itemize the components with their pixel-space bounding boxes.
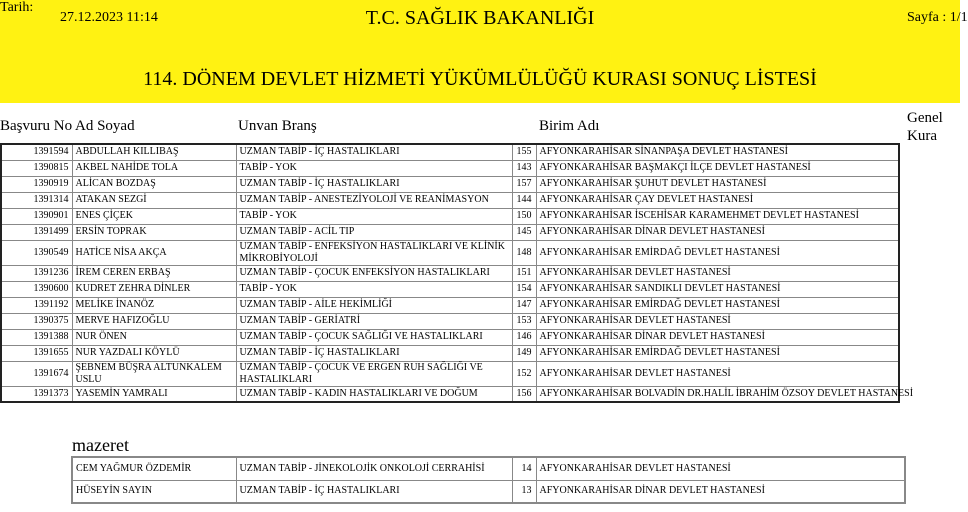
ad-soyad-cell: ALİCAN BOZDAŞ <box>72 176 236 192</box>
unvan-brans-cell: UZMAN TABİP - AİLE HEKİMLİĞİ <box>236 297 512 313</box>
sira-cell: 144 <box>512 192 536 208</box>
basvuru-no-cell: 1391594 <box>1 144 72 160</box>
basvuru-no-cell: 1391236 <box>1 265 72 281</box>
birim-adi-cell: AFYONKARAHİSAR DİNAR DEVLET HASTANESİ <box>536 329 899 345</box>
sira-cell: 154 <box>512 281 536 297</box>
birim-adi-cell: AFYONKARAHİSAR ŞUHUT DEVLET HASTANESİ <box>536 176 899 192</box>
ad-soyad-cell: ENES ÇİÇEK <box>72 208 236 224</box>
table-row <box>1 281 899 297</box>
ad-soyad-cell: İREM CEREN ERBAŞ <box>72 265 236 281</box>
table-row <box>1 313 899 329</box>
sira-cell: 156 <box>512 386 536 402</box>
sira-cell: 14 <box>512 457 536 480</box>
table-row <box>1 224 899 240</box>
basvuru-no-cell: 1390549 <box>1 240 72 265</box>
unvan-brans-cell: UZMAN TABİP - ENFEKSİYON HASTALIKLARI VE KLİNİK MİKROBİYOLOJİ <box>236 240 512 265</box>
column-header-birim-adi: Birim Adı <box>539 118 600 134</box>
sira-cell: 143 <box>512 160 536 176</box>
birim-adi-cell: AFYONKARAHİSAR BOLVADİN DR.HALİL İBRAHİM ÖZSOY DEVLET HASTANESİ <box>536 386 899 402</box>
birim-adi-cell: AFYONKARAHİSAR EMİRDAĞ DEVLET HASTANESİ <box>536 240 899 265</box>
ad-soyad-cell: ABDULLAH KILLIBAŞ <box>72 144 236 160</box>
birim-adi-cell: AFYONKARAHİSAR DİNAR DEVLET HASTANESİ <box>536 480 905 503</box>
page-info: Sayfa : 1/1 <box>907 10 968 25</box>
ad-soyad-cell: AKBEL NAHİDE TOLA <box>72 160 236 176</box>
unvan-brans-cell: UZMAN TABİP - ACİL TIP <box>236 224 512 240</box>
birim-adi-cell: AFYONKARAHİSAR DEVLET HASTANESİ <box>536 361 899 386</box>
birim-adi-cell: AFYONKARAHİSAR DİNAR DEVLET HASTANESİ <box>536 224 899 240</box>
birim-adi-cell: AFYONKARAHİSAR BAŞMAKÇI İLÇE DEVLET HASTANESİ <box>536 160 899 176</box>
sira-cell: 153 <box>512 313 536 329</box>
birim-adi-cell: AFYONKARAHİSAR ÇAY DEVLET HASTANESİ <box>536 192 899 208</box>
ad-soyad-cell: ŞEBNEM BÜŞRA ALTUNKALEM USLU <box>72 361 236 386</box>
unvan-brans-cell: TABİP - YOK <box>236 208 512 224</box>
birim-adi-cell: AFYONKARAHİSAR DEVLET HASTANESİ <box>536 313 899 329</box>
birim-adi-cell: AFYONKARAHİSAR DEVLET HASTANESİ <box>536 457 905 480</box>
sira-cell: 157 <box>512 176 536 192</box>
table-row <box>1 361 899 386</box>
table-row <box>72 457 905 480</box>
ad-soyad-cell: MELİKE İNANÖZ <box>72 297 236 313</box>
basvuru-no-cell: 1391373 <box>1 386 72 402</box>
ad-soyad-cell: HATİCE NİSA AKÇA <box>72 240 236 265</box>
sira-cell: 145 <box>512 224 536 240</box>
mazeret-table <box>71 456 906 504</box>
ministry-title: T.C. SAĞLIK BAKANLIĞI <box>365 7 595 29</box>
basvuru-no-cell: 1391674 <box>1 361 72 386</box>
sira-cell: 13 <box>512 480 536 503</box>
sira-cell: 152 <box>512 361 536 386</box>
date-label: Tarih: <box>0 0 34 15</box>
table-row <box>72 480 905 503</box>
sira-cell: 151 <box>512 265 536 281</box>
column-header-ad-soyad: Ad Soyad <box>75 118 135 134</box>
table-row <box>1 240 899 265</box>
table-row <box>1 160 899 176</box>
basvuru-no-cell: 1391655 <box>1 345 72 361</box>
unvan-brans-cell: UZMAN TABİP - GERİATRİ <box>236 313 512 329</box>
basvuru-no-cell: 1390375 <box>1 313 72 329</box>
ad-soyad-cell: YASEMİN YAMRALI <box>72 386 236 402</box>
basvuru-no-cell: 1391388 <box>1 329 72 345</box>
results-table-body <box>1 144 914 402</box>
sira-cell: 150 <box>512 208 536 224</box>
unvan-brans-cell: UZMAN TABİP - KADIN HASTALIKLARI VE DOĞUM <box>236 386 512 402</box>
column-header-genel-kura <box>907 109 943 145</box>
birim-adi-cell: AFYONKARAHİSAR EMİRDAĞ DEVLET HASTANESİ <box>536 297 899 313</box>
unvan-brans-cell: TABİP - YOK <box>236 281 512 297</box>
mazeret-table-body <box>72 457 905 503</box>
basvuru-no-cell: 1390919 <box>1 176 72 192</box>
basvuru-no-cell: 1391314 <box>1 192 72 208</box>
table-row <box>1 386 899 402</box>
column-header-unvan-brans: Unvan Branş <box>238 118 317 134</box>
ad-soyad-cell: CEM YAĞMUR ÖZDEMİR <box>72 457 236 480</box>
results-table <box>0 143 914 403</box>
table-row <box>1 329 899 345</box>
basvuru-no-cell: 1390600 <box>1 281 72 297</box>
birim-adi-cell: AFYONKARAHİSAR SANDIKLI DEVLET HASTANESİ <box>536 281 899 297</box>
unvan-brans-cell: UZMAN TABİP - ANESTEZİYOLOJİ VE REANİMASYON <box>236 192 512 208</box>
ad-soyad-cell: KUDRET ZEHRA DİNLER <box>72 281 236 297</box>
genel-kura-line-1: Genel <box>907 110 943 126</box>
unvan-brans-cell: TABİP - YOK <box>236 160 512 176</box>
sira-cell: 147 <box>512 297 536 313</box>
unvan-brans-cell: UZMAN TABİP - JİNEKOLOJİK ONKOLOJİ CERRAHİSİ <box>236 457 512 480</box>
sira-cell: 149 <box>512 345 536 361</box>
table-row <box>1 176 899 192</box>
birim-adi-cell: AFYONKARAHİSAR İSCEHİSAR KARAMEHMET DEVLET HASTANESİ <box>536 208 899 224</box>
mazeret-title: mazeret <box>72 435 129 455</box>
table-row <box>1 208 899 224</box>
ad-soyad-cell: ERSİN TOPRAK <box>72 224 236 240</box>
birim-adi-cell: AFYONKARAHİSAR SİNANPAŞA DEVLET HASTANESİ <box>536 144 899 160</box>
genel-kura-line-2: Kura <box>907 128 937 144</box>
unvan-brans-cell: UZMAN TABİP - ÇOCUK VE ERGEN RUH SAĞLIĞI VE HASTALIKLARI <box>236 361 512 386</box>
basvuru-no-cell: 1391192 <box>1 297 72 313</box>
unvan-brans-cell: UZMAN TABİP - İÇ HASTALIKLARI <box>236 345 512 361</box>
unvan-brans-cell: UZMAN TABİP - ÇOCUK ENFEKSİYON HASTALIKLARI <box>236 265 512 281</box>
unvan-brans-cell: UZMAN TABİP - ÇOCUK SAĞLIĞI VE HASTALIKLARI <box>236 329 512 345</box>
basvuru-no-cell: 1390815 <box>1 160 72 176</box>
table-row <box>1 144 899 160</box>
birim-adi-cell: AFYONKARAHİSAR DEVLET HASTANESİ <box>536 265 899 281</box>
unvan-brans-cell: UZMAN TABİP - İÇ HASTALIKLARI <box>236 144 512 160</box>
table-row <box>1 297 899 313</box>
table-row <box>1 265 899 281</box>
table-row <box>1 192 899 208</box>
report-header <box>0 0 968 103</box>
sira-cell: 146 <box>512 329 536 345</box>
column-header-basvuru-no: Başvuru No <box>0 118 73 134</box>
basvuru-no-cell: 1390901 <box>1 208 72 224</box>
ad-soyad-cell: NUR ÖNEN <box>72 329 236 345</box>
ad-soyad-cell: NUR YAZDALI KÖYLÜ <box>72 345 236 361</box>
ad-soyad-cell: HÜSEYİN SAYIN <box>72 480 236 503</box>
ad-soyad-cell: MERVE HAFIZOĞLU <box>72 313 236 329</box>
birim-adi-cell: AFYONKARAHİSAR EMİRDAĞ DEVLET HASTANESİ <box>536 345 899 361</box>
sira-cell: 155 <box>512 144 536 160</box>
table-row <box>1 345 899 361</box>
unvan-brans-cell: UZMAN TABİP - İÇ HASTALIKLARI <box>236 480 512 503</box>
sira-cell: 148 <box>512 240 536 265</box>
report-date: 27.12.2023 11:14 <box>60 10 158 25</box>
list-title: 114. DÖNEM DEVLET HİZMETİ YÜKÜMLÜLÜĞÜ KURASI SONUÇ LİSTESİ <box>143 68 817 90</box>
basvuru-no-cell: 1391499 <box>1 224 72 240</box>
ad-soyad-cell: ATAKAN SEZGİ <box>72 192 236 208</box>
unvan-brans-cell: UZMAN TABİP - İÇ HASTALIKLARI <box>236 176 512 192</box>
